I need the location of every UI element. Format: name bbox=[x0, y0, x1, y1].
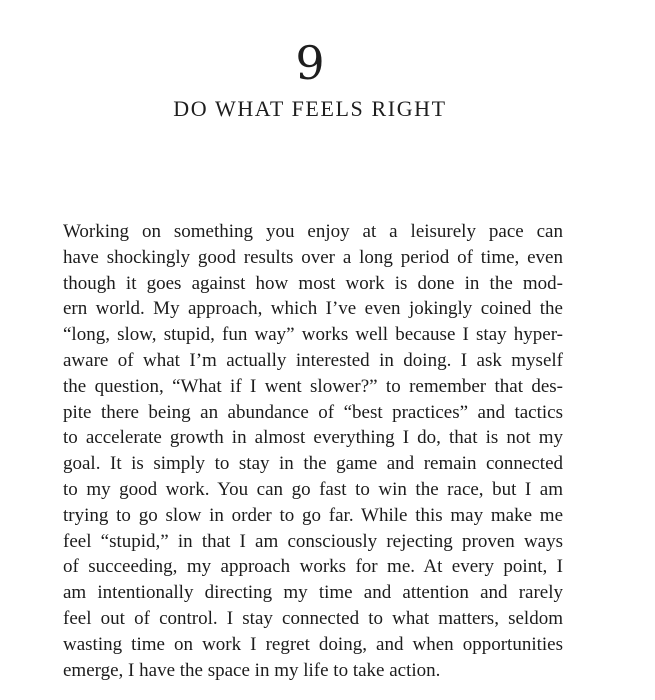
body-paragraph bbox=[63, 219, 563, 683]
text-line: the question, “What if I went slower?” to remember that des- bbox=[63, 375, 563, 397]
chapter-title: DO WHAT FEELS RIGHT bbox=[173, 96, 447, 121]
chapter-number: 9 bbox=[295, 36, 325, 90]
text-line: of succeeding, my approach works for me. At every point, I bbox=[63, 556, 563, 578]
text-line: have shockingly good results over a long period of time, even bbox=[63, 246, 563, 268]
text-line: goal. It is simply to stay in the game and remain connected bbox=[63, 453, 563, 475]
text-line: feel “stupid,” in that I am consciously rejecting proven ways bbox=[63, 530, 563, 552]
text-line: emerge, I have the space in my life to take action. bbox=[63, 659, 441, 681]
text-line: ern world. My approach, which I’ve even jokingly coined the bbox=[63, 298, 563, 320]
text-line: though it goes against how most work is done in the mod- bbox=[63, 272, 563, 294]
text-line: trying to go slow in order to go far. While this may make me bbox=[63, 504, 563, 526]
text-line: wasting time on work I regret doing, and when opportunities bbox=[63, 633, 563, 655]
text-line: feel out of control. I stay connected to what matters, seldom bbox=[63, 607, 563, 629]
text-line: pite there being an abundance of “best practices” and tactics bbox=[63, 401, 563, 423]
text-line: “long, slow, stupid, fun way” works well because I stay hyper- bbox=[63, 324, 563, 346]
text-line: Working on something you enjoy at a leisurely pace can bbox=[63, 221, 563, 242]
text-line: am intentionally directing my time and attention and rarely bbox=[63, 582, 563, 604]
text-line: to accelerate growth in almost everything I do, that is not my bbox=[63, 427, 563, 449]
text-line: aware of what I’m actually interested in doing. I ask myself bbox=[63, 349, 563, 371]
text-line: to my good work. You can go fast to win the race, but I am bbox=[63, 478, 563, 500]
